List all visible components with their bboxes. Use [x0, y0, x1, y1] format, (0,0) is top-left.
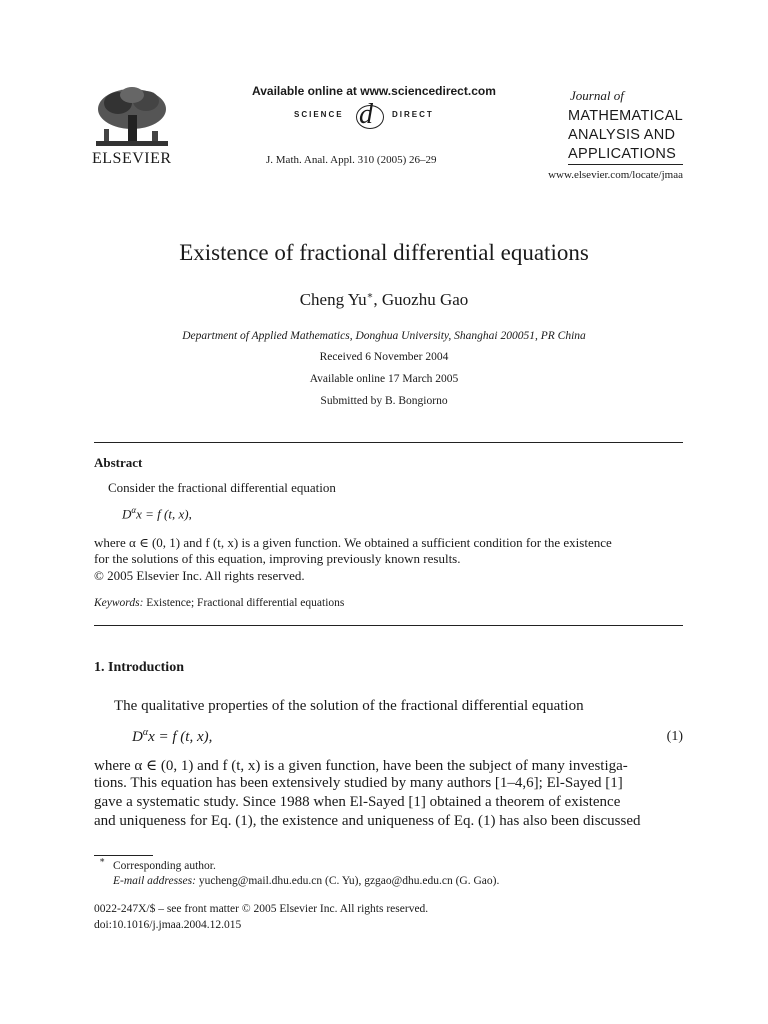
footnote-emails — [113, 875, 499, 887]
author-line — [0, 290, 768, 310]
body-line: and uniqueness for Eq. (1), the existence and uniqueness of Eq. (1) has also been discussed — [94, 813, 641, 829]
section-eq-rest: x = f (t, x), — [148, 729, 213, 745]
keywords-text: Existence; Fractional differential equations — [143, 597, 345, 609]
journal-url: www.elsevier.com/locate/jmaa — [548, 169, 683, 181]
footer-doi: doi:10.1016/j.jmaa.2004.12.015 — [94, 919, 242, 931]
elsevier-tree-logo — [92, 85, 172, 149]
abstract-line1: Consider the fractional differential equation — [108, 480, 336, 495]
article-title: Existence of fractional differential equations — [179, 240, 589, 265]
sciencedirect-left: SCIENCE — [294, 110, 344, 119]
sciencedirect-right: DIRECT — [392, 110, 434, 119]
abstract-eq-rest: x = f (t, x), — [136, 506, 192, 522]
corresponding-star: ∗ — [366, 290, 374, 302]
abstract-equation — [122, 505, 192, 522]
author-yu: Cheng Yu — [299, 290, 367, 309]
email-text: yucheng@mail.dhu.edu.cn (C. Yu), gzgao@dhu.edu.cn (G. Gao). — [195, 875, 500, 887]
available-date: Available online 17 March 2005 — [309, 373, 459, 385]
journal-name-line2: ANALYSIS AND — [568, 127, 676, 143]
abstract-eq-alpha: α — [131, 505, 137, 515]
footnote-star: ∗ — [99, 855, 106, 865]
journal-citation: J. Math. Anal. Appl. 310 (2005) 26–29 — [266, 154, 437, 166]
abstract-copyright: © 2005 Elsevier Inc. All rights reserved. — [94, 568, 305, 583]
sciencedirect-logo — [292, 99, 472, 131]
section-line1: The qualitative properties of the solution of the fractional differential equation — [114, 698, 584, 714]
submitted-by: Submitted by B. Bongiorno — [320, 395, 448, 407]
body-line: gave a systematic study. Since 1988 when El-Sayed [1] obtained a theorem of existence — [94, 794, 621, 810]
received-date: Received 6 November 2004 — [319, 351, 449, 363]
sciencedirect-mark: d — [359, 99, 373, 130]
footer-line1: 0022-247X/$ – see front matter © 2005 Elsevier Inc. All rights reserved. — [94, 903, 429, 915]
bottom-rule — [94, 625, 683, 626]
keywords-line — [94, 597, 344, 609]
publisher-name: ELSEVIER — [92, 150, 172, 167]
journal-name-line1: MATHEMATICAL — [568, 108, 684, 124]
footnote-corresponding: Corresponding author. — [113, 860, 216, 872]
abstract-heading: Abstract — [94, 455, 143, 470]
equation-number: (1) — [666, 729, 683, 744]
section-eq-D: D — [132, 729, 143, 745]
body-line: tions. This equation has been extensively studied by many authors [1–4,6]; El-Sayed [1] — [94, 775, 623, 791]
sciencedirect-circle-icon — [356, 105, 384, 129]
section-equation — [132, 727, 212, 746]
body-line: where α ∈ (0, 1) and f (t, x) is a given function, have been the subject of many investiga- — [94, 758, 628, 774]
abstract-line3: for the solutions of this equation, improving previously known results. — [94, 551, 461, 566]
tree-logo-icon — [92, 85, 172, 149]
journal-name-line3: APPLICATIONS — [568, 146, 677, 162]
section-heading: 1. Introduction — [94, 660, 184, 675]
affiliation: Department of Applied Mathematics, Donghua University, Shanghai 200051, PR China — [182, 330, 586, 342]
keywords-label: Keywords: — [94, 597, 144, 609]
journal-prefix: Journal of — [570, 88, 624, 103]
abstract-line2: where α ∈ (0, 1) and f (t, x) is a given function. We obtained a sufficient condition for the existence — [94, 535, 612, 550]
available-online-line: Available online at www.sciencedirect.com — [252, 84, 496, 98]
section-eq-alpha: α — [142, 727, 149, 738]
journal-name-underline — [568, 164, 683, 165]
top-rule — [94, 442, 683, 443]
abstract-eq-D: D — [122, 506, 132, 522]
email-label: E-mail addresses: — [113, 875, 196, 887]
author-gao: , Guozhu Gao — [373, 290, 469, 309]
